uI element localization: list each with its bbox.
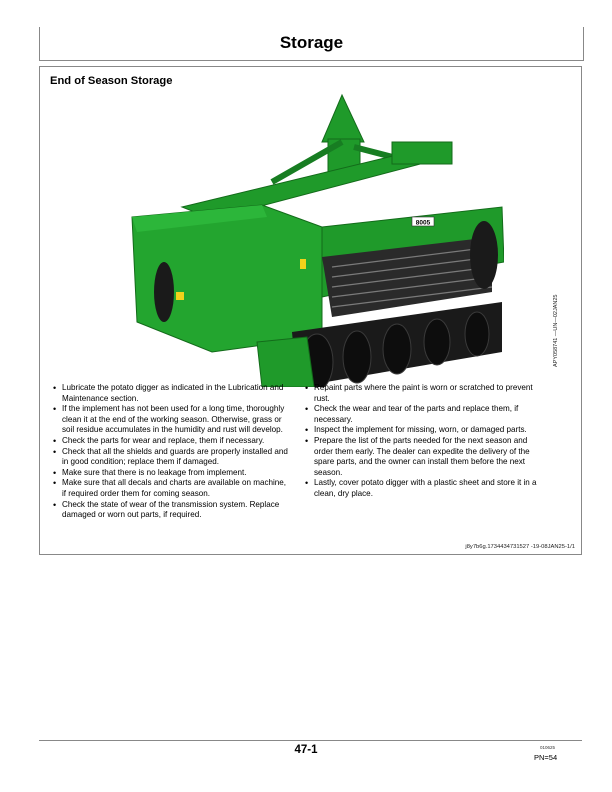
image-id: APY058741 —UN—02JAN25 (553, 294, 559, 367)
list-item: • Inspect the implement for missing, worn, or damaged parts. (304, 425, 542, 436)
list-item: • Lastly, cover potato digger with a plastic sheet and store it in a clean, dry place. (304, 478, 542, 499)
bullet-list-left (52, 383, 292, 521)
section-title: End of Season Storage (50, 75, 173, 87)
list-item: • If the implement has not been used for a long time, thoroughly clean it at the end of the working season. Otherwise, grass or soil residue accumulates in the humidity and rust will develop. (52, 404, 292, 436)
footer-pn: PN=54 (534, 753, 558, 762)
list-item: • Check the parts for wear and replace, them if necessary. (52, 436, 292, 447)
list-item: • Make sure that there is no leakage from implement. (52, 468, 292, 479)
list-item: • Check the wear and tear of the parts and replace them, if necessary. (304, 404, 542, 425)
footer-divider (39, 740, 582, 741)
list-item: • Lubricate the potato digger as indicated in the Lubrication and Maintenance section. (52, 383, 292, 404)
list-item: • Repaint parts where the paint is worn or scratched to prevent rust. (304, 383, 542, 404)
page-number: 47-1 (294, 744, 318, 756)
model-plate: 8005 (415, 219, 431, 227)
list-item: • Make sure that all decals and charts are available on machine, if required order them for coming season. (52, 478, 292, 499)
list-item: • Check that all the shields and guards are properly installed and in good condition; replace them if damaged. (52, 447, 292, 468)
reference-code: j8y7b6g.1734434731527 -19-08JAN25-1/1 (465, 544, 575, 550)
page-header (39, 27, 584, 61)
footer-code: 010625 (540, 745, 556, 750)
content-panel (39, 66, 582, 555)
list-item: • Check the state of wear of the transmission system. Replace damaged or worn out parts, if required. (52, 500, 292, 521)
page-title: Storage (279, 33, 344, 52)
list-item: • Prepare the list of the parts needed for the next season and order them early. The dealer can expedite the delivery of the spare parts, and the owner can install them before the next season. (304, 436, 542, 478)
bullet-list-right (304, 383, 542, 500)
potato-digger-photo (92, 87, 504, 387)
